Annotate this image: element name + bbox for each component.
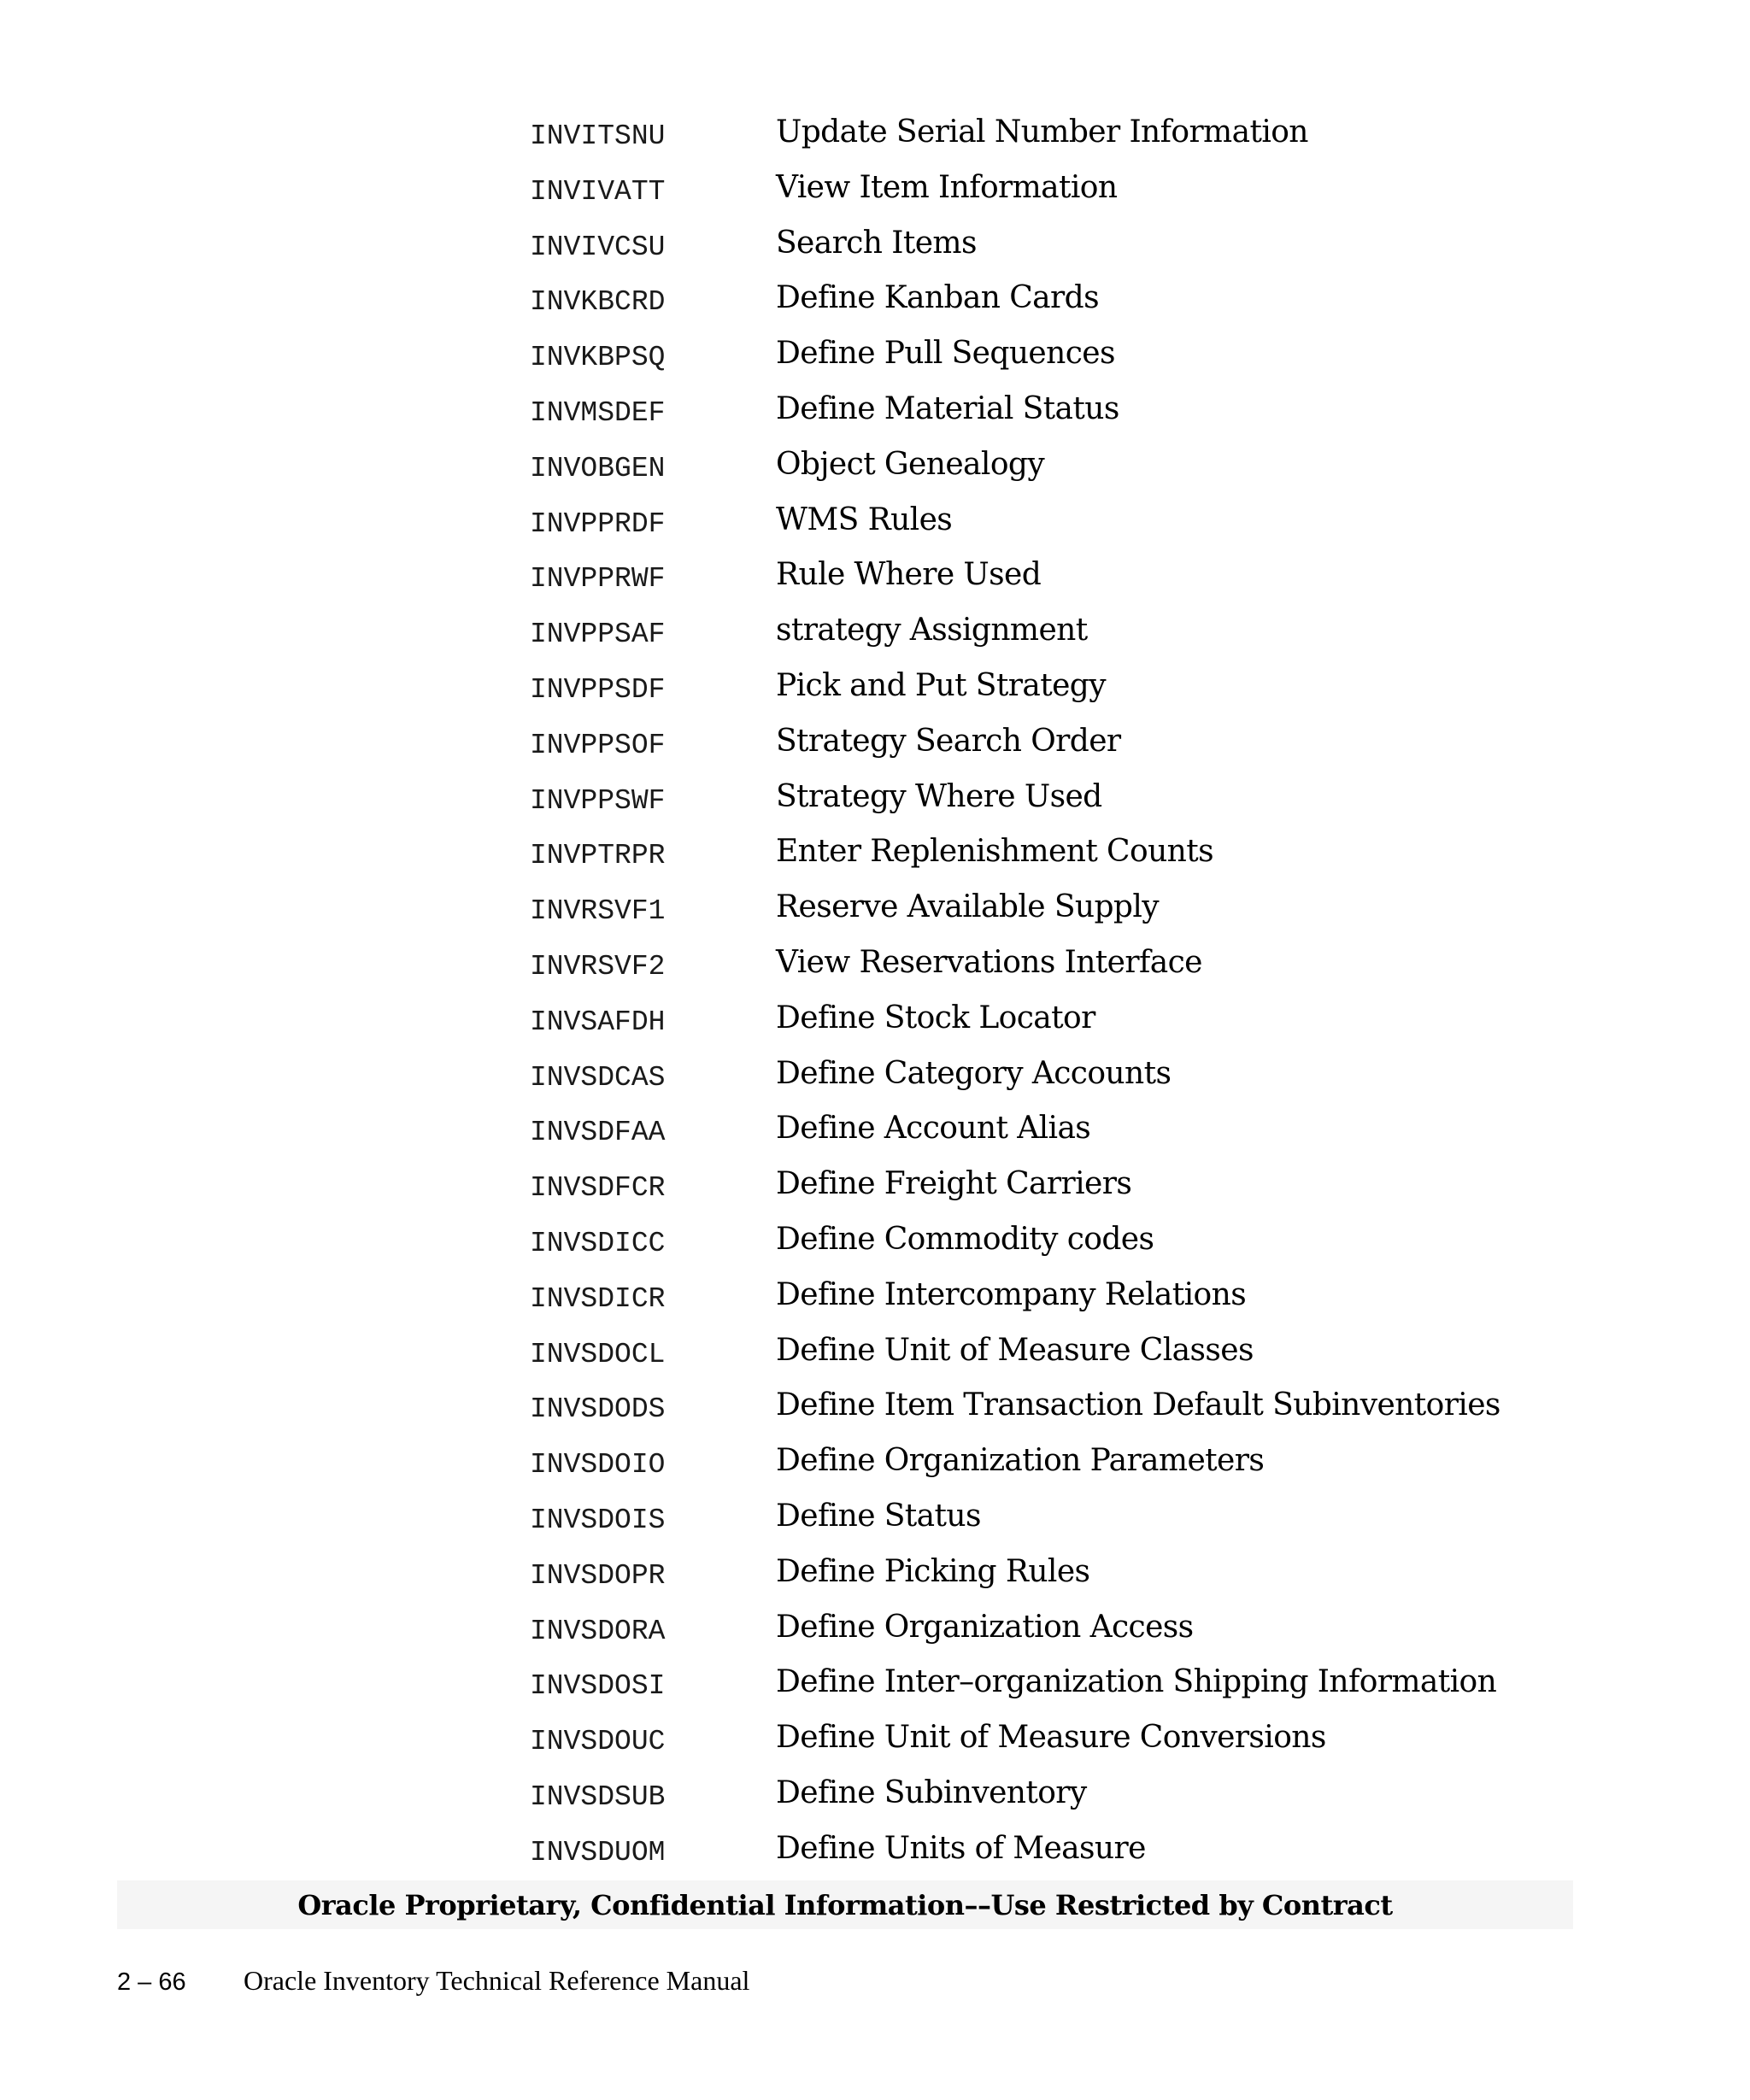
form-row xyxy=(0,994,1750,1050)
form-code: INVOBGEN xyxy=(530,452,666,484)
form-code: INVSDICC xyxy=(530,1227,666,1259)
form-row xyxy=(0,1714,1750,1769)
form-code: INVSDICR xyxy=(530,1282,666,1315)
form-description: Define Unit of Measure Conversions xyxy=(776,1720,1326,1756)
form-row xyxy=(0,1825,1750,1880)
form-list xyxy=(0,109,1750,1880)
form-code: INVKBPSQ xyxy=(530,342,666,374)
form-row xyxy=(0,939,1750,994)
form-description: WMS Rules xyxy=(776,502,953,537)
form-code: INVKBCRD xyxy=(530,286,666,319)
form-row xyxy=(0,1437,1750,1493)
form-row xyxy=(0,718,1750,773)
form-row xyxy=(0,1271,1750,1327)
form-description: Define Material Status xyxy=(776,390,1119,426)
manual-title: Oracle Inventory Technical Reference Manual xyxy=(244,1965,750,1996)
form-row xyxy=(0,1381,1750,1437)
form-description: View Item Information xyxy=(776,169,1118,205)
form-code: INVSDODS xyxy=(530,1393,666,1426)
form-description: Strategy Where Used xyxy=(776,778,1102,814)
form-code: INVRSVF1 xyxy=(530,895,666,928)
form-description: Define Intercompany Relations xyxy=(776,1276,1247,1312)
form-code: INVPTRPR xyxy=(530,840,666,872)
form-row xyxy=(0,1658,1750,1714)
form-description: Define Status xyxy=(776,1498,981,1534)
form-row xyxy=(0,330,1750,385)
form-code: INVPPRWF xyxy=(530,563,666,595)
form-description: Define Freight Carriers xyxy=(776,1166,1132,1202)
form-description: View Reservations Interface xyxy=(776,944,1202,980)
form-description: Define Category Accounts xyxy=(776,1055,1172,1091)
form-row xyxy=(0,1548,1750,1604)
form-row xyxy=(0,1050,1750,1106)
form-code: INVSAFDH xyxy=(530,1006,666,1038)
form-row xyxy=(0,883,1750,939)
form-description: Reserve Available Supply xyxy=(776,889,1160,925)
form-code: INVPPSDF xyxy=(530,673,666,706)
form-row xyxy=(0,496,1750,552)
form-code: INVSDOIO xyxy=(530,1449,666,1481)
form-code: INVITSNU xyxy=(530,120,666,152)
page-number: 2 – 66 xyxy=(117,1968,186,1996)
form-row xyxy=(0,662,1750,718)
form-code: INVSDOPR xyxy=(530,1559,666,1592)
form-description: Define Inter–organization Shipping Information xyxy=(776,1664,1497,1700)
form-row xyxy=(0,274,1750,330)
form-description: Define Units of Measure xyxy=(776,1830,1146,1866)
form-description: Rule Where Used xyxy=(776,557,1042,593)
form-row xyxy=(0,828,1750,883)
form-code: INVSDFAA xyxy=(530,1117,666,1149)
form-row xyxy=(0,441,1750,496)
form-row xyxy=(0,164,1750,220)
form-description: Update Serial Number Information xyxy=(776,114,1308,150)
form-description: strategy Assignment xyxy=(776,613,1088,648)
form-description: Define Organization Access xyxy=(776,1609,1194,1645)
form-description: Search Items xyxy=(776,225,977,261)
form-row xyxy=(0,1493,1750,1548)
form-row xyxy=(0,1105,1750,1160)
form-code: INVSDORA xyxy=(530,1615,666,1647)
form-description: Define Commodity codes xyxy=(776,1221,1154,1257)
form-code: INVSDFCR xyxy=(530,1172,666,1205)
form-code: INVRSVF2 xyxy=(530,950,666,983)
form-row xyxy=(0,220,1750,275)
form-code: INVSDUOM xyxy=(530,1836,666,1868)
form-row xyxy=(0,109,1750,164)
form-row xyxy=(0,385,1750,441)
form-description: Define Unit of Measure Classes xyxy=(776,1332,1254,1368)
form-description: Define Picking Rules xyxy=(776,1553,1090,1589)
form-code: INVIVATT xyxy=(530,175,666,208)
form-code: INVPPSAF xyxy=(530,619,666,651)
form-description: Define Account Alias xyxy=(776,1111,1091,1147)
form-description: Strategy Search Order xyxy=(776,723,1121,759)
form-description: Define Pull Sequences xyxy=(776,336,1115,372)
form-code: INVPPSOF xyxy=(530,729,666,761)
form-description: Enter Replenishment Counts xyxy=(776,834,1213,870)
form-code: INVIVCSU xyxy=(530,231,666,263)
form-row xyxy=(0,1769,1750,1825)
form-row xyxy=(0,1160,1750,1216)
form-description: Define Item Transaction Default Subinventories xyxy=(776,1387,1500,1423)
form-code: INVSDSUB xyxy=(530,1780,666,1813)
form-row xyxy=(0,607,1750,662)
confidentiality-notice xyxy=(117,1880,1573,1929)
form-row xyxy=(0,1327,1750,1382)
form-row xyxy=(0,551,1750,607)
form-row xyxy=(0,1604,1750,1659)
form-description: Define Stock Locator xyxy=(776,1000,1095,1035)
page-footer xyxy=(117,1963,749,1999)
form-description: Pick and Put Strategy xyxy=(776,667,1106,703)
form-description: Define Organization Parameters xyxy=(776,1443,1265,1479)
form-code: INVSDOCL xyxy=(530,1338,666,1370)
notice-text: Oracle Proprietary, Confidential Information––Use Restricted by Contract xyxy=(297,1888,1393,1921)
form-row xyxy=(0,773,1750,829)
form-code: INVPPRDF xyxy=(530,507,666,540)
form-code: INVPPSWF xyxy=(530,784,666,817)
form-description: Define Kanban Cards xyxy=(776,280,1099,316)
form-code: INVSDOSI xyxy=(530,1670,666,1703)
form-description: Define Subinventory xyxy=(776,1774,1087,1810)
form-code: INVMSDEF xyxy=(530,396,666,429)
form-code: INVSDOUC xyxy=(530,1726,666,1758)
form-code: INVSDCAS xyxy=(530,1061,666,1094)
form-row xyxy=(0,1216,1750,1271)
form-description: Object Genealogy xyxy=(776,446,1045,482)
form-code: INVSDOIS xyxy=(530,1504,666,1536)
